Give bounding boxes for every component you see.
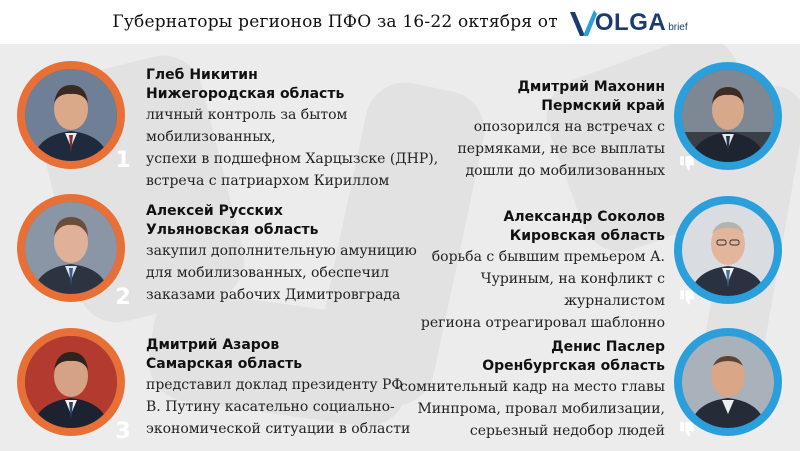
- governor-description: закупил дополнительную амуницию для мобилизованных, обеспечил заказами рабочих Димитровграда: [146, 243, 417, 303]
- rank-number-badge: 3: [115, 418, 131, 444]
- thumbs-down-icon: [676, 418, 698, 440]
- governor-name: Глеб Никитин: [146, 67, 258, 83]
- governor-entry-negative-3: [380, 338, 665, 442]
- rank-number-badge: 1: [115, 147, 131, 173]
- avatar-positive-1: [17, 61, 125, 169]
- portrait-photo: [682, 70, 774, 162]
- page-title: Губернаторы регионов ПФО за 16-22 октября от: [112, 12, 558, 32]
- governor-region: Пермский край: [541, 98, 665, 114]
- governor-region: Самарская область: [146, 356, 303, 372]
- portrait-photo: [25, 69, 117, 161]
- header: [0, 0, 800, 44]
- governor-entry-negative-2: [380, 208, 665, 334]
- avatar-positive-2: [17, 194, 125, 302]
- portrait-photo: [25, 202, 117, 294]
- thumbs-down-icon: [676, 286, 698, 308]
- governor-region: Ульяновская область: [146, 222, 319, 238]
- rank-number-badge: 2: [115, 284, 131, 310]
- thumbs-down-icon: [676, 152, 698, 174]
- governor-description: опозорился на встречах с пермяками, не все выплаты дошли до мобилизованных: [457, 119, 665, 179]
- governor-name: Дмитрий Азаров: [146, 337, 280, 353]
- governor-description: сомнительный кадр на место главы Минпрома, провал мобилизации, серьезный недобор людей: [399, 379, 665, 439]
- portrait-photo: [25, 336, 117, 428]
- governor-name: Дмитрий Махонин: [517, 79, 665, 95]
- logo-suffix: brief: [668, 22, 688, 33]
- governor-name: Денис Паслер: [551, 339, 665, 355]
- logo-v-mark-icon: [568, 8, 598, 38]
- governor-name: Александр Соколов: [503, 209, 665, 225]
- governor-name: Алексей Русских: [146, 203, 283, 219]
- avatar-positive-3: [17, 328, 125, 436]
- governor-entry-negative-1: [380, 78, 665, 182]
- governor-region: Оренбургская область: [482, 358, 665, 374]
- governor-region: Нижегородская область: [146, 86, 345, 102]
- governor-description: борьба с бывшим премьером А. Чуриным, на конфликт с журналистом региона отреагировал шаблонно: [420, 249, 665, 331]
- portrait-photo: [682, 336, 774, 428]
- logo-word: OLGA: [594, 9, 667, 36]
- governor-description: личный контроль за бытом мобилизованных, успехи в подшефном Харцызске (ДНР), встреча с патриархом Кириллом: [146, 107, 439, 189]
- governor-description: представил доклад президенту РФ В. Путину касательно социально- экономической ситуации в области: [146, 377, 411, 437]
- governor-region: Кировская область: [509, 228, 665, 244]
- volga-brief-logo: [568, 6, 688, 38]
- portrait-photo: [682, 204, 774, 296]
